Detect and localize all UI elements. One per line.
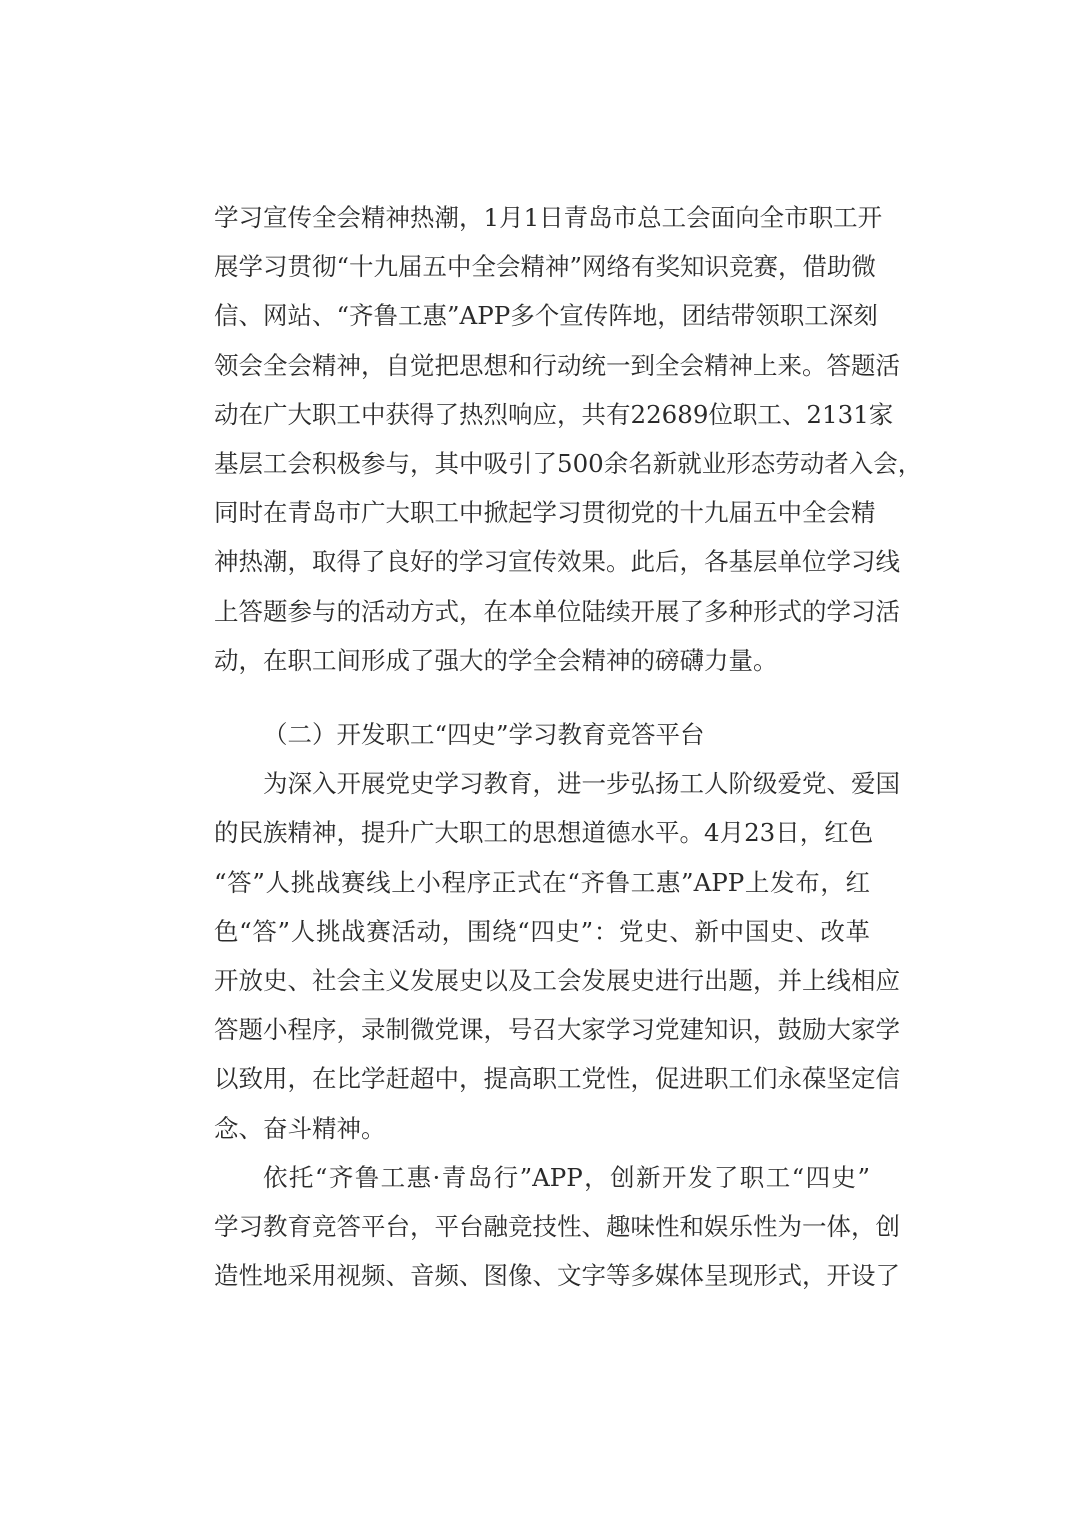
paragraph-line: 答题小程序，录制微党课，号召大家学习党建知识，鼓励大家学 xyxy=(214,1015,900,1045)
paragraph-line: 开放史、社会主义发展史以及工会发展史进行出题，并上线相应 xyxy=(214,965,900,995)
paragraph-line: 领会全会精神，自觉把思想和行动统一到全会精神上来。答题活 xyxy=(214,350,900,380)
section-2-body xyxy=(214,710,900,1300)
paragraph-line: 色“答”人挑战赛活动，围绕“四史”：党史、新中国史、改革 xyxy=(214,916,870,946)
section-heading: （二）开发职工“四史”学习教育竞答平台 xyxy=(263,720,705,749)
paragraph-line: 信、网站、“齐鲁工惠”APP多个宣传阵地，团结带领职工深刻 xyxy=(214,301,878,331)
paragraph-line: 上答题参与的活动方式，在本单位陆续开展了多种形式的学习活 xyxy=(214,596,900,626)
paragraph-line: 为深入开展党史学习教育，进一步弘扬工人阶级爱党、爱国 xyxy=(263,769,900,799)
paragraph-line: 动在广大职工中获得了热烈响应，共有22689位职工、2131家 xyxy=(214,399,894,429)
paragraph-line: 同时在青岛市广大职工中掀起学习贯彻党的十九届五中全会精 xyxy=(214,498,876,528)
paragraph-line: 的民族精神，提升广大职工的思想道德水平。4月23日，红色 xyxy=(214,818,874,848)
paragraph-line: 以致用，在比学赶超中，提高职工党性，促进职工们永葆坚定信 xyxy=(214,1064,900,1094)
paragraph-line: 基层工会积极参与，其中吸引了500余名新就业形态劳动者入会， xyxy=(214,448,923,478)
paragraph-line: 学习宣传全会精神热潮，1月1日青岛市总工会面向全市职工开 xyxy=(214,203,883,232)
paragraph-1 xyxy=(214,193,923,685)
paragraph-line: 造性地采用视频、音频、图像、文字等多媒体呈现形式，开设了 xyxy=(214,1261,900,1291)
paragraph-line: 展学习贯彻“十九届五中全会精神”网络有奖知识竞赛，借助微 xyxy=(214,252,877,282)
paragraph-line: 动，在职工间形成了强大的学全会精神的磅礴力量。 xyxy=(214,645,778,675)
paragraph-line: 学习教育竞答平台，平台融竞技性、趣味性和娱乐性为一体，创 xyxy=(214,1211,900,1241)
paragraph-line: 神热潮，取得了良好的学习宣传效果。此后，各基层单位学习线 xyxy=(214,547,900,577)
paragraph-line: “答”人挑战赛线上小程序正式在“齐鲁工惠”APP上发布，红 xyxy=(214,867,870,897)
paragraph-line: 念、奋斗精神。 xyxy=(214,1113,386,1143)
paragraph-line: 依托“齐鲁工惠·青岛行”APP，创新开发了职工“四史” xyxy=(263,1162,870,1192)
